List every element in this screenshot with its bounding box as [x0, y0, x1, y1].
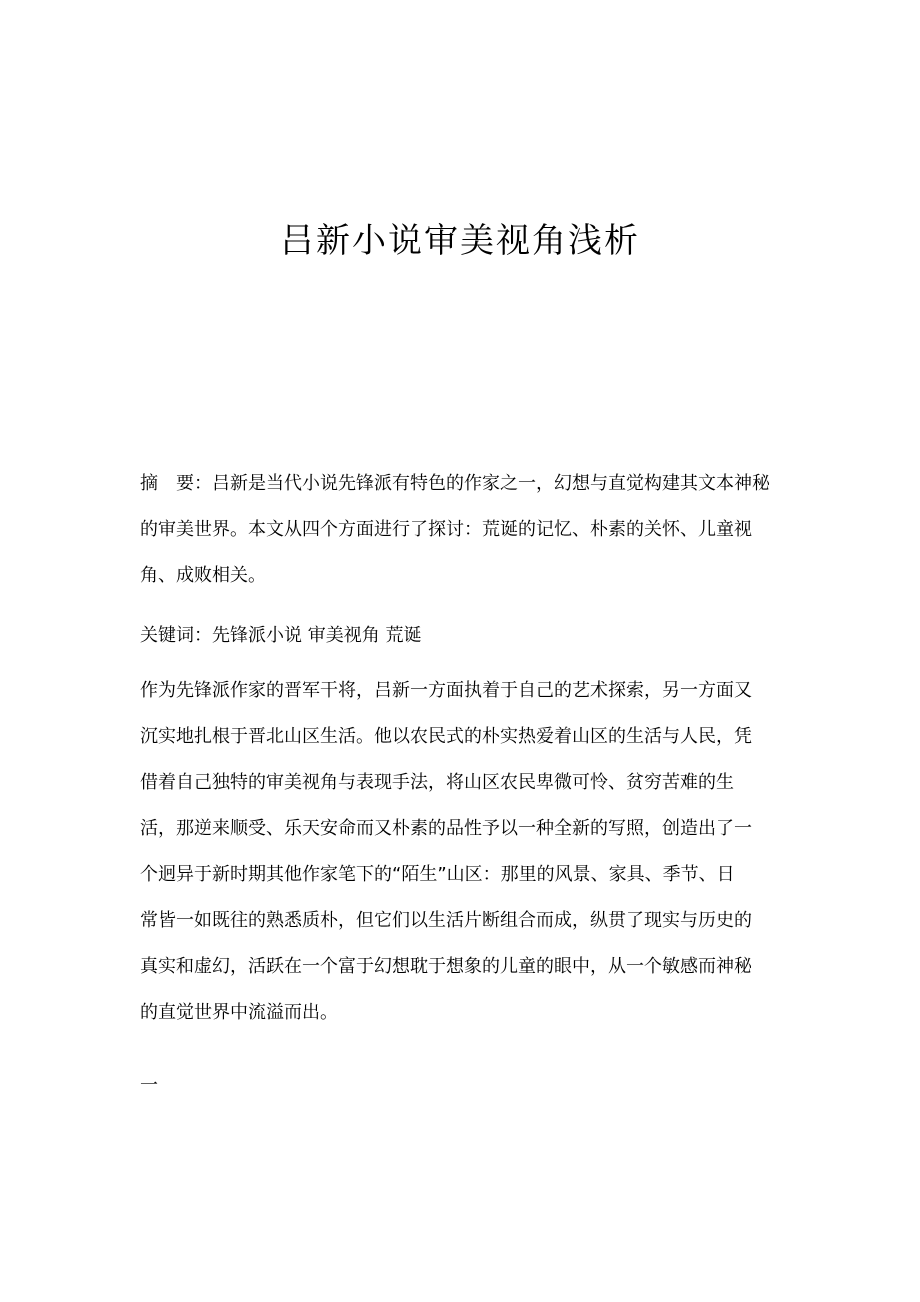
abstract-line-2: 的审美世界。本文从四个方面进行了探讨：荒诞的记忆、朴素的关怀、儿童视	[140, 519, 752, 540]
section-marker: 一	[140, 1075, 158, 1096]
keywords-text: 先锋派小说 审美视角 荒诞	[212, 625, 422, 646]
keywords-label: 关键词：	[140, 625, 212, 646]
body-paragraph	[140, 678, 782, 1025]
keywords-line	[140, 623, 782, 648]
body-line-2: 沉实地扎根于晋北山区生活。他以农民式的朴实热爱着山区的生活与人民，凭	[140, 726, 752, 747]
body-line-1: 作为先锋派作家的晋军干将，吕新一方面执着于自己的艺术探索，另一方面又	[140, 680, 752, 701]
abstract-line-1	[140, 471, 782, 496]
body-line-7: 真实和虚幻，活跃在一个富于幻想耽于想象的儿童的眼中，从一个敏感而神秘	[140, 956, 752, 977]
body-line-8: 的直觉世界中流溢而出。	[140, 1002, 338, 1023]
abstract-paragraph	[140, 471, 782, 588]
abstract-text-1: 吕新是当代小说先锋派有特色的作家之一，幻想与直觉构建其文本神秘	[212, 473, 770, 494]
document-title: 吕新小说审美视角浅析	[280, 221, 640, 261]
body-line-3: 借着自己独特的审美视角与表现手法，将山区农民卑微可怜、贫穷苦难的生	[140, 772, 734, 793]
body-line-4: 活，那逆来顺受、乐天安命而又朴素的品性予以一种全新的写照，创造出了一	[140, 818, 752, 839]
abstract-line-3: 角、成败相关。	[140, 565, 266, 586]
keywords-paragraph	[140, 623, 782, 648]
abstract-label: 摘 要：	[140, 473, 212, 494]
body-line-6: 常皆一如既往的熟悉质朴，但它们以生活片断组合而成，纵贯了现实与历史的	[140, 910, 752, 931]
body-line-5: 个迥异于新时期其他作家笔下的“陌生”山区：那里的风景、家具、季节、日	[140, 864, 735, 885]
